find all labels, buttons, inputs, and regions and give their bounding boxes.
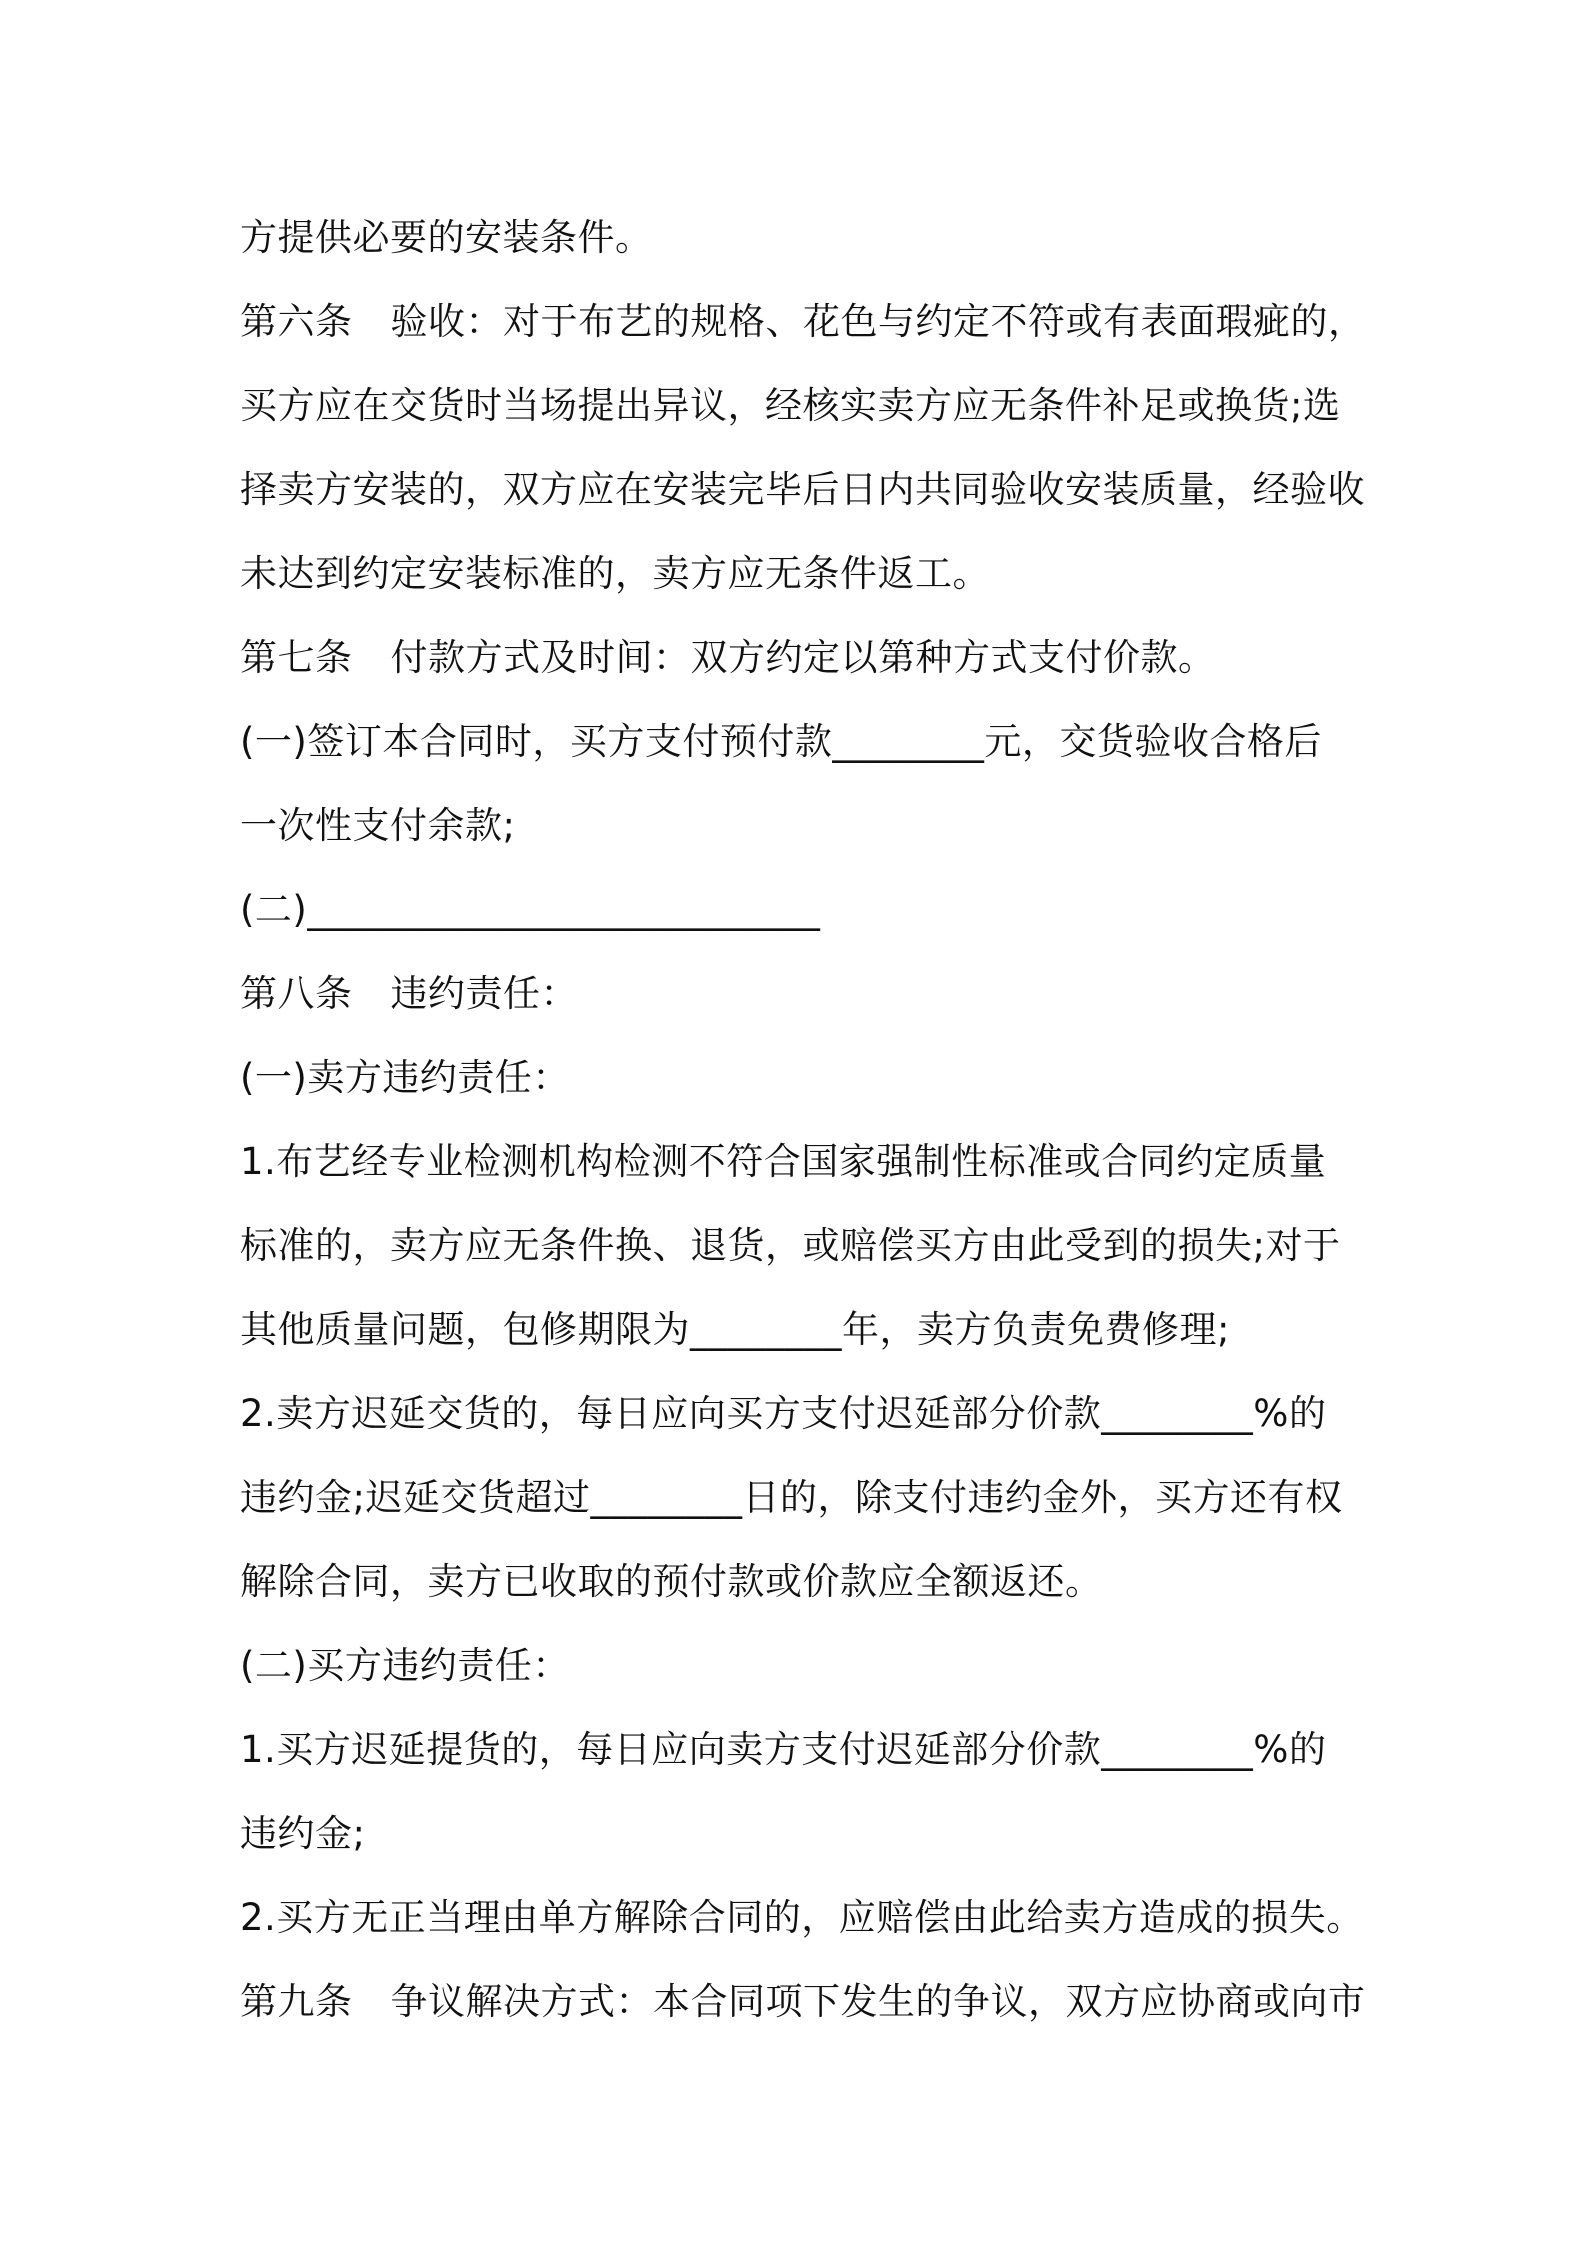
text-line	[240, 1456, 1360, 1540]
line-text: 违约金;	[240, 1812, 366, 1855]
line-text: 方提供必要的安装条件。	[240, 216, 653, 259]
line-text: (二)___________________________	[240, 888, 821, 931]
text-line	[240, 1036, 1360, 1120]
article-label: 第六条	[240, 300, 353, 343]
article-8-heading	[240, 952, 1360, 1036]
line-text: (二)买方违约责任：	[240, 1644, 570, 1687]
document-body	[240, 196, 1366, 2044]
line-text: 争议解决方式：本合同项下发生的争议，双方应协商或向市	[390, 1980, 1366, 2023]
line-text: (一)签订本合同时，买方支付预付款________元，交货验收合格后	[240, 720, 1322, 763]
text-line	[240, 1288, 1360, 1372]
line-text: 违约责任：	[390, 972, 578, 1015]
line-text: 一次性支付余款;	[240, 804, 516, 847]
text-line	[240, 868, 1360, 952]
article-9-heading	[240, 1960, 1366, 2044]
line-text: 付款方式及时间：双方约定以第种方式支付价款。	[390, 636, 1216, 679]
text-line	[240, 1372, 1360, 1456]
line-text: 2.买方无正当理由单方解除合同的，应赔偿由此给卖方造成的损失。	[240, 1896, 1364, 1939]
line-text: 1.买方迟延提货的，每日应向卖方支付迟延部分价款________%的	[240, 1728, 1327, 1771]
text-line	[240, 1876, 1364, 1960]
line-text: 验收：对于布艺的规格、花色与约定不符或有表面瑕疵的，	[390, 300, 1366, 343]
line-text: 其他质量问题，包修期限为________年，卖方负责免费修理;	[240, 1308, 1230, 1351]
text-line	[240, 1120, 1360, 1204]
text-line	[240, 532, 1360, 616]
text-line	[240, 1708, 1360, 1792]
text-line	[240, 364, 1360, 448]
article-label: 第七条	[240, 636, 353, 679]
line-text: 2.卖方迟延交货的，每日应向买方支付迟延部分价款________%的	[240, 1392, 1327, 1435]
line-text: 择卖方安装的，双方应在安装完毕后日内共同验收安装质量，经验收	[240, 468, 1365, 511]
text-line	[240, 700, 1360, 784]
text-line	[240, 1540, 1360, 1624]
line-text: 1.布艺经专业检测机构检测不符合国家强制性标准或合同约定质量	[240, 1140, 1327, 1183]
text-line	[240, 1792, 1360, 1876]
line-text: (一)卖方违约责任：	[240, 1056, 570, 1099]
article-label: 第八条	[240, 972, 353, 1015]
article-label: 第九条	[240, 1980, 353, 2023]
text-line	[240, 1624, 1360, 1708]
line-text: 解除合同，卖方已收取的预付款或价款应全额返还。	[240, 1560, 1103, 1603]
line-text: 标准的，卖方应无条件换、退货，或赔偿买方由此受到的损失;对于	[240, 1224, 1341, 1267]
text-line	[240, 448, 1365, 532]
line-text: 买方应在交货时当场提出异议，经核实卖方应无条件补足或换货;选	[240, 384, 1341, 427]
article-7-heading	[240, 616, 1360, 700]
article-6-heading	[240, 280, 1366, 364]
text-line	[240, 1204, 1360, 1288]
text-line	[240, 784, 1360, 868]
text-line	[240, 196, 1360, 280]
line-text: 未达到约定安装标准的，卖方应无条件返工。	[240, 552, 990, 595]
line-text: 违约金;迟延交货超过________日的，除支付违约金外，买方还有权	[240, 1476, 1343, 1519]
